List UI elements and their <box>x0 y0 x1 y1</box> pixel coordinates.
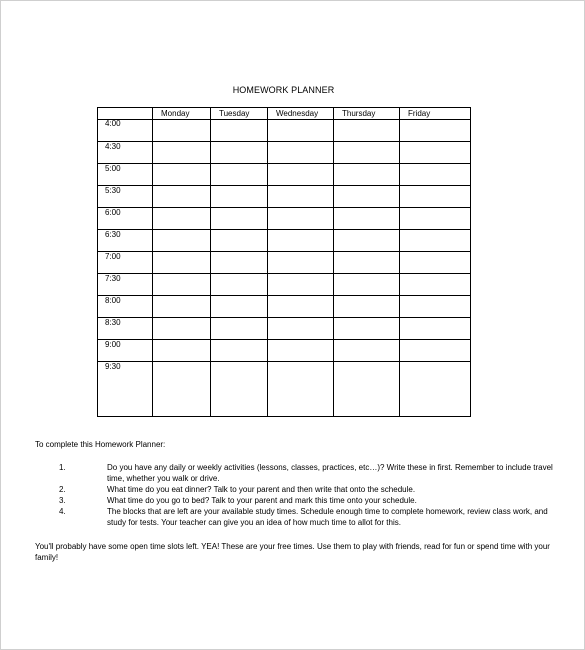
schedule-cell-thursday <box>334 142 400 164</box>
schedule-cell-monday <box>153 362 211 417</box>
schedule-table <box>97 107 471 417</box>
schedule-header-row <box>98 108 471 120</box>
instruction-number: 4. <box>59 507 66 516</box>
time-label: 4:00 <box>98 120 153 142</box>
schedule-cell-tuesday <box>211 252 268 274</box>
schedule-cell-wednesday <box>268 120 334 142</box>
time-label: 7:00 <box>98 252 153 274</box>
instruction-number: 2. <box>59 485 66 494</box>
schedule-cell-thursday <box>334 296 400 318</box>
schedule-cell-monday <box>153 230 211 252</box>
schedule-cell-thursday <box>334 208 400 230</box>
schedule-cell-monday <box>153 186 211 208</box>
instruction-number: 3. <box>59 496 66 505</box>
time-label: 6:00 <box>98 208 153 230</box>
time-label: 9:00 <box>98 340 153 362</box>
schedule-cell-friday <box>400 142 471 164</box>
instruction-text: What time do you go to bed? Talk to your parent and mark this time onto your schedule. <box>107 496 417 505</box>
instruction-number: 1. <box>59 463 66 472</box>
schedule-cell-thursday <box>334 362 400 417</box>
schedule-cell-monday <box>153 208 211 230</box>
schedule-cell-thursday <box>334 164 400 186</box>
schedule-cell-monday <box>153 120 211 142</box>
schedule-cell-tuesday <box>211 274 268 296</box>
schedule-cell-tuesday <box>211 296 268 318</box>
schedule-cell-tuesday <box>211 318 268 340</box>
schedule-cell-wednesday <box>268 274 334 296</box>
schedule-cell-thursday <box>334 230 400 252</box>
time-label: 9:30 <box>98 362 153 417</box>
time-row <box>98 296 471 318</box>
instructions-list <box>35 462 555 528</box>
day-header-thursday: Thursday <box>334 108 400 120</box>
schedule-cell-tuesday <box>211 208 268 230</box>
schedule-cell-thursday <box>334 186 400 208</box>
time-row <box>98 208 471 230</box>
schedule-cell-friday <box>400 362 471 417</box>
schedule-cell-friday <box>400 274 471 296</box>
time-row <box>98 362 471 417</box>
time-row <box>98 186 471 208</box>
time-label: 5:00 <box>98 164 153 186</box>
schedule-cell-monday <box>153 296 211 318</box>
schedule-cell-wednesday <box>268 252 334 274</box>
day-header-tuesday: Tuesday <box>211 108 268 120</box>
schedule-cell-monday <box>153 252 211 274</box>
schedule-cell-friday <box>400 252 471 274</box>
closing-note: You'll probably have some open time slots left. YEA! These are your free times. Use them to play with friends, read for fun or spend time with your family! <box>35 542 550 562</box>
time-label: 7:30 <box>98 274 153 296</box>
schedule-cell-friday <box>400 296 471 318</box>
time-row <box>98 142 471 164</box>
schedule-cell-friday <box>400 186 471 208</box>
time-row <box>98 120 471 142</box>
schedule-cell-wednesday <box>268 362 334 417</box>
schedule-cell-wednesday <box>268 142 334 164</box>
time-label: 5:30 <box>98 186 153 208</box>
time-label: 4:30 <box>98 142 153 164</box>
schedule-cell-friday <box>400 318 471 340</box>
time-row <box>98 340 471 362</box>
schedule-cell-wednesday <box>268 208 334 230</box>
schedule-cell-thursday <box>334 274 400 296</box>
instruction-item-4 <box>35 506 555 528</box>
schedule-cell-tuesday <box>211 142 268 164</box>
instruction-text: The blocks that are left are your available study times. Schedule enough time to complete homework, review class work, and study for tests. Your teacher can give you an idea of how much time to allot for this. <box>107 507 548 527</box>
schedule-cell-monday <box>153 340 211 362</box>
schedule-cell-tuesday <box>211 186 268 208</box>
schedule-cell-friday <box>400 230 471 252</box>
schedule-cell-thursday <box>334 120 400 142</box>
instruction-item-3 <box>35 495 555 506</box>
schedule-cell-tuesday <box>211 164 268 186</box>
time-label: 8:30 <box>98 318 153 340</box>
time-row <box>98 274 471 296</box>
schedule-cell-friday <box>400 340 471 362</box>
schedule-cell-thursday <box>334 340 400 362</box>
instruction-text: Do you have any daily or weekly activities (lessons, classes, practices, etc…)? Write these in first. Remember to include travel time, whether you walk or drive. <box>107 463 553 483</box>
time-row <box>98 252 471 274</box>
schedule-cell-wednesday <box>268 186 334 208</box>
schedule-cell-friday <box>400 120 471 142</box>
header-corner-cell <box>98 108 153 120</box>
schedule-cell-wednesday <box>268 296 334 318</box>
instruction-item-1 <box>35 462 555 484</box>
schedule-cell-monday <box>153 318 211 340</box>
schedule-cell-wednesday <box>268 340 334 362</box>
page-title: HOMEWORK PLANNER <box>232 85 335 95</box>
day-header-monday: Monday <box>153 108 211 120</box>
instruction-text: What time do you eat dinner? Talk to your parent and then write that onto the schedule. <box>107 485 416 494</box>
time-row <box>98 318 471 340</box>
schedule-cell-friday <box>400 164 471 186</box>
time-label: 8:00 <box>98 296 153 318</box>
schedule-cell-tuesday <box>211 120 268 142</box>
schedule-cell-monday <box>153 164 211 186</box>
schedule-cell-wednesday <box>268 318 334 340</box>
schedule-cell-friday <box>400 208 471 230</box>
time-label: 6:30 <box>98 230 153 252</box>
instruction-item-2 <box>35 484 555 495</box>
day-header-wednesday: Wednesday <box>268 108 334 120</box>
schedule-cell-wednesday <box>268 230 334 252</box>
time-row <box>98 230 471 252</box>
schedule-cell-tuesday <box>211 362 268 417</box>
schedule-cell-thursday <box>334 252 400 274</box>
day-header-friday: Friday <box>400 108 471 120</box>
schedule-cell-tuesday <box>211 340 268 362</box>
instructions-intro: To complete this Homework Planner: <box>35 440 166 449</box>
schedule-cell-monday <box>153 274 211 296</box>
instructions-section <box>35 439 555 571</box>
schedule-cell-thursday <box>334 318 400 340</box>
schedule-cell-wednesday <box>268 164 334 186</box>
schedule-cell-monday <box>153 142 211 164</box>
time-row <box>98 164 471 186</box>
schedule-cell-tuesday <box>211 230 268 252</box>
